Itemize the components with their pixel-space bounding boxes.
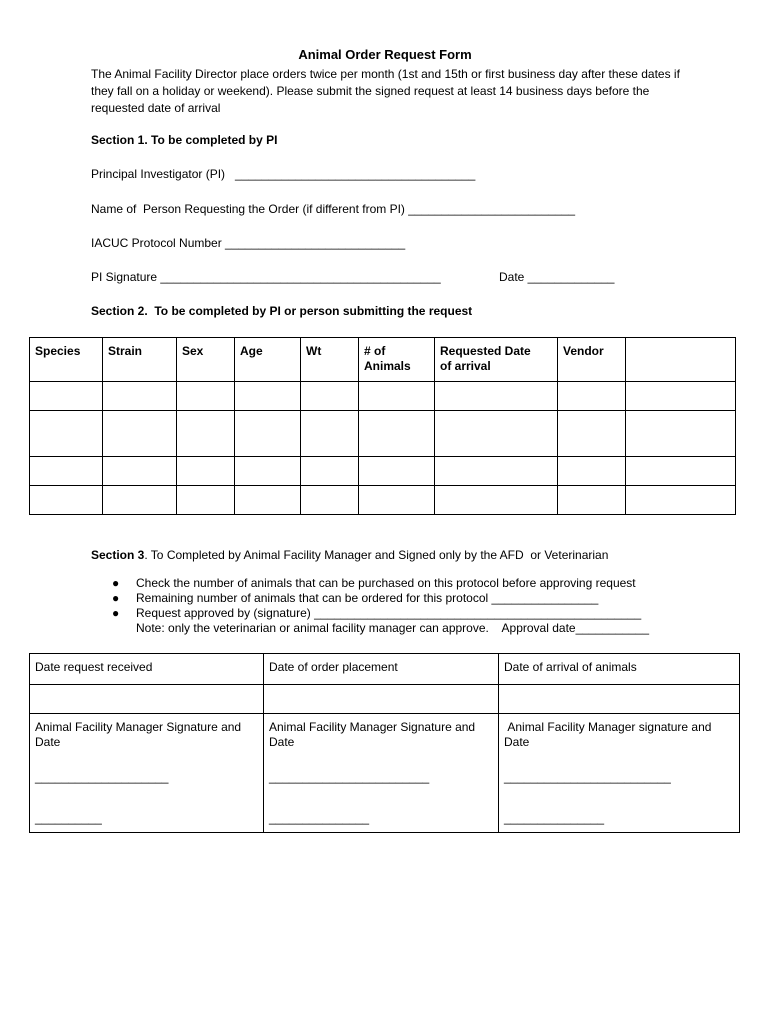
table-cell[interactable] — [435, 486, 558, 515]
section3-heading — [91, 548, 608, 562]
table-cell[interactable] — [301, 457, 359, 486]
table-cell[interactable] — [626, 486, 736, 515]
section3-heading-rest: . To Completed by Animal Facility Manager and Signed only by the AFD or Veterinarian — [144, 548, 609, 562]
date-received-field[interactable] — [30, 685, 264, 714]
signature-label: Animal Facility Manager signature and Date — [504, 720, 715, 749]
table-cell[interactable] — [435, 411, 558, 457]
table-cell[interactable] — [30, 382, 103, 411]
section1-heading: Section 1. To be completed by PI — [91, 133, 278, 147]
table-row — [30, 411, 736, 457]
list-item[interactable] — [112, 591, 649, 606]
pi-field[interactable]: Principal Investigator (PI) ____________________________________ — [91, 167, 476, 181]
bullet-text: Request approved by (signature) _________________________________________________ — [136, 606, 642, 620]
signature-label: Animal Facility Manager Signature and Date — [269, 720, 476, 749]
table-cell[interactable] — [235, 486, 301, 515]
table-cell[interactable] — [177, 457, 235, 486]
col-requested-date: Requested Date of arrival — [435, 338, 558, 382]
table-row — [30, 714, 740, 833]
col-blank — [626, 338, 736, 382]
table-cell[interactable] — [177, 486, 235, 515]
table-cell[interactable] — [177, 411, 235, 457]
table-cell[interactable] — [103, 382, 177, 411]
bullet-text: Remaining number of animals that can be ordered for this protocol ________________ — [136, 591, 599, 605]
pi-signature-field[interactable]: PI Signature __________________________________________ — [91, 270, 441, 284]
table-cell[interactable] — [301, 486, 359, 515]
table-cell[interactable] — [435, 457, 558, 486]
table-cell[interactable] — [359, 382, 435, 411]
note-text: Note: only the veterinarian or animal facility manager can approve. Approval date___________ — [136, 621, 649, 635]
section3-heading-bold: Section 3 — [91, 548, 145, 562]
table-cell[interactable] — [626, 382, 736, 411]
col-num-animals: # of Animals — [359, 338, 435, 382]
table-cell[interactable] — [30, 411, 103, 457]
table-cell[interactable] — [359, 457, 435, 486]
table-cell[interactable] — [103, 411, 177, 457]
table-cell[interactable] — [435, 382, 558, 411]
bullet-icon: ● — [112, 606, 120, 620]
iacuc-field[interactable]: IACUC Protocol Number ___________________________ — [91, 236, 406, 250]
date-line[interactable]: __________ — [35, 811, 102, 825]
section3-checklist — [112, 576, 649, 636]
table-cell[interactable] — [558, 457, 626, 486]
species-table — [29, 337, 736, 515]
signature-line[interactable]: ________________________ — [269, 770, 430, 784]
table-cell[interactable] — [301, 382, 359, 411]
list-item[interactable] — [112, 606, 649, 621]
table-cell[interactable] — [558, 411, 626, 457]
signature-label: Animal Facility Manager Signature and Date — [35, 720, 242, 749]
table-cell[interactable] — [359, 486, 435, 515]
table-cell[interactable] — [235, 382, 301, 411]
form-title: Animal Order Request Form — [298, 47, 472, 62]
signature-cell-1[interactable] — [30, 714, 264, 833]
date-line[interactable]: _______________ — [504, 811, 605, 825]
signature-line[interactable]: _________________________ — [504, 770, 671, 784]
table-cell[interactable] — [626, 411, 736, 457]
table-row — [30, 382, 736, 411]
table-cell[interactable] — [103, 457, 177, 486]
table-cell[interactable] — [103, 486, 177, 515]
table-row — [30, 457, 736, 486]
table-cell[interactable] — [558, 486, 626, 515]
table-cell[interactable] — [177, 382, 235, 411]
col-wt: Wt — [301, 338, 359, 382]
table-cell[interactable] — [301, 411, 359, 457]
pi-date-field[interactable]: Date _____________ — [499, 270, 615, 284]
requester-field[interactable]: Name of Person Requesting the Order (if different from PI) _________________________ — [91, 202, 576, 216]
table-cell[interactable] — [30, 486, 103, 515]
table-row — [30, 486, 736, 515]
list-item — [112, 576, 649, 591]
bullet-icon: ● — [112, 591, 120, 605]
bullet-icon: ● — [112, 576, 120, 590]
header-date-order: Date of order placement — [264, 654, 499, 685]
col-sex: Sex — [177, 338, 235, 382]
order-table — [29, 653, 740, 833]
signature-cell-2[interactable] — [264, 714, 499, 833]
col-species: Species — [30, 338, 103, 382]
signature-cell-3[interactable] — [499, 714, 740, 833]
date-arrival-field[interactable] — [499, 685, 740, 714]
col-vendor: Vendor — [558, 338, 626, 382]
section2-heading: Section 2. To be completed by PI or person submitting the request — [91, 304, 473, 318]
signature-line[interactable]: ____________________ — [35, 770, 169, 784]
form-intro: The Animal Facility Director place orders twice per month (1st and 15th or first business day after these dates if they fall on a holiday or weekend). Please submit the signed request at least 14 business days before the requested date of arrival — [91, 67, 680, 115]
table-row — [30, 685, 740, 714]
col-strain: Strain — [103, 338, 177, 382]
table-cell[interactable] — [235, 457, 301, 486]
col-age: Age — [235, 338, 301, 382]
bullet-text: Check the number of animals that can be purchased on this protocol before approving request — [136, 576, 636, 590]
table-cell[interactable] — [558, 382, 626, 411]
header-date-arrival: Date of arrival of animals — [499, 654, 740, 685]
table-cell[interactable] — [359, 411, 435, 457]
table-cell[interactable] — [30, 457, 103, 486]
table-cell[interactable] — [626, 457, 736, 486]
table-cell[interactable] — [235, 411, 301, 457]
header-date-received: Date request received — [30, 654, 264, 685]
approval-note[interactable] — [112, 621, 649, 636]
date-order-field[interactable] — [264, 685, 499, 714]
date-line[interactable]: _______________ — [269, 811, 370, 825]
